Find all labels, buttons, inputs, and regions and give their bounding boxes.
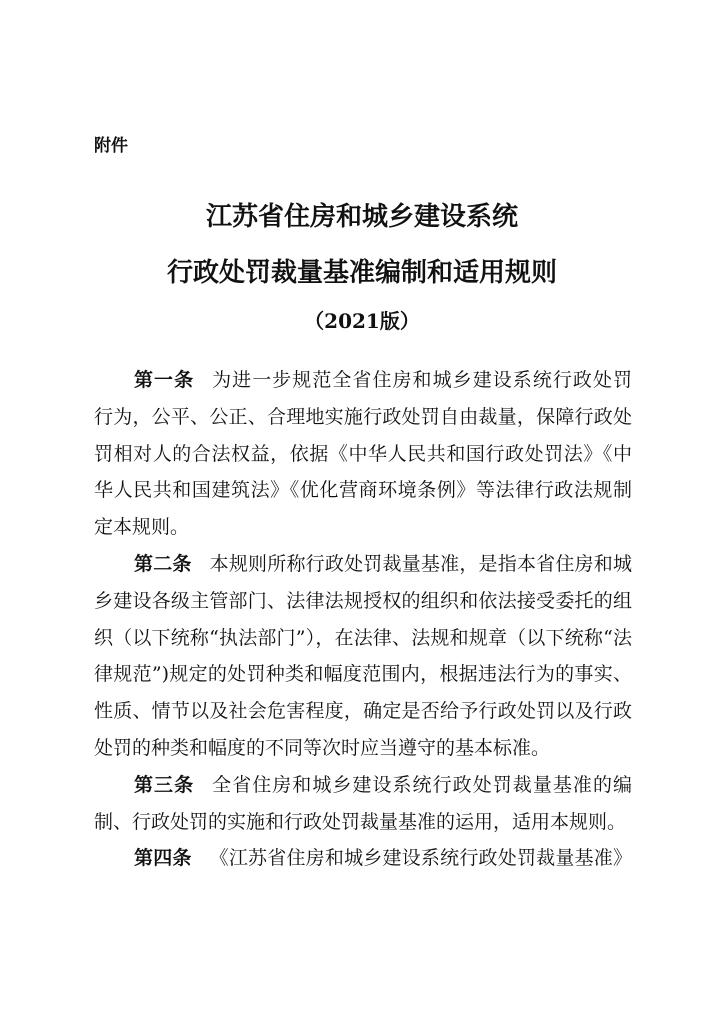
document-version: （2021版） <box>304 309 420 333</box>
article-line <box>94 693 632 730</box>
article-heading: 第四条 <box>134 847 192 870</box>
article-line <box>94 362 632 399</box>
document-title-line-1: 江苏省住房和城乡建设系统 <box>205 202 518 232</box>
article-line <box>94 472 632 509</box>
document-body <box>94 362 632 877</box>
article <box>94 546 632 767</box>
article <box>94 362 632 546</box>
article-line <box>94 767 632 804</box>
article-text: 行为，公平、公正、合理地实施行政处罚自由裁量，保障行政处 <box>94 405 632 428</box>
article-text: 华人民共和国建筑法》《优化营商环境条例》等法律行政法规制 <box>94 479 632 502</box>
article-text: 律规范”)规定的处罚种类和幅度范围内，根据违法行为的事实、 <box>94 663 632 686</box>
document-title-line-2: 行政处罚裁量基准编制和适用规则 <box>166 258 557 288</box>
article-heading: 第三条 <box>134 773 195 796</box>
article-line <box>94 546 632 583</box>
article-line <box>94 730 632 767</box>
article-text: 罚相对人的合法权益，依据《中华人民共和国行政处罚法》《中 <box>94 442 632 465</box>
article-text: 制、行政处罚的实施和行政处罚裁量基准的运用，适用本规则。 <box>94 810 627 833</box>
attachment-label: 附件 <box>94 136 128 156</box>
article-heading: 第二条 <box>134 552 192 575</box>
article-text: 性质、情节以及社会危害程度，确定是否给予行政处罚以及行政 <box>94 700 632 723</box>
article-text: 《江苏省住房和城乡建设系统行政处罚裁量基准》 <box>209 847 632 870</box>
article-line <box>94 399 632 436</box>
article <box>94 840 632 877</box>
article-text: 乡建设各级主管部门、法律法规授权的组织和依法接受委托的组 <box>94 589 632 612</box>
article <box>94 767 632 841</box>
article-line <box>94 656 632 693</box>
article-text: 本规则所称行政处罚裁量基准，是指本省住房和城 <box>209 552 632 575</box>
article-text: 全省住房和城乡建设系统行政处罚裁量基准的编 <box>212 773 632 796</box>
article-text: 定本规则。 <box>94 516 190 539</box>
article-text: 处罚的种类和幅度的不同等次时应当遵守的基本标准。 <box>94 736 551 759</box>
article-line <box>94 840 632 877</box>
article-line <box>94 620 632 657</box>
article-line <box>94 583 632 620</box>
article-text: 织（以下统称“执法部门”），在法律、法规和规章（以下统称“法 <box>94 626 632 649</box>
article-line <box>94 804 632 841</box>
article-heading: 第一条 <box>134 369 195 391</box>
article-line <box>94 509 632 546</box>
article-line <box>94 436 632 473</box>
article-text: 为进一步规范全省住房和城乡建设系统行政处罚 <box>212 369 632 391</box>
